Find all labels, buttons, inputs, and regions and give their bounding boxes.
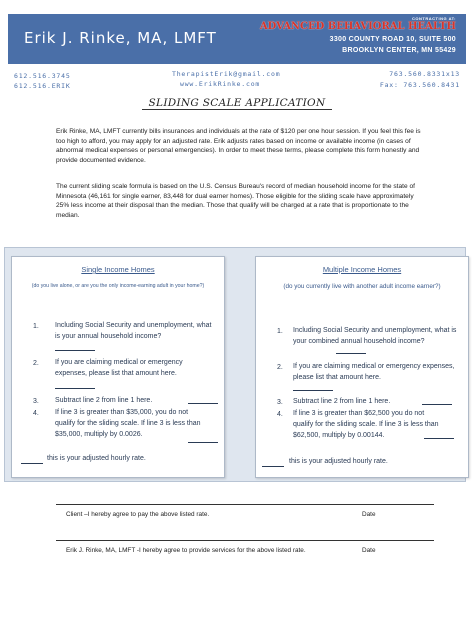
multiple-item-1-number: 1. (277, 328, 283, 335)
phone-2: 612.516.ERIK (14, 82, 71, 90)
single-item-3-number: 3. (33, 398, 39, 405)
intro-paragraph: Erik Rinke, MA, LMFT currently bills insurances and individuals at the rate of $120 per one hour session. If you feel this fee is too high to afford, you may apply for an adjusted rate. Erik adjusts rates based on income or available income (in cases of abnormal medical expenses or personal emergencies). In order to meet these terms, please complete this form honestly and provide documented evidence. (56, 128, 421, 164)
single-item-4-text: If line 3 is greater than $35,000, you do not qualify for the sliding scale. If line 3 is less than $35,000, multiply by 0.0026. (55, 409, 201, 438)
address-line-1: 3300 COUNTY ROAD 10, SUITE 500 (329, 36, 456, 43)
multiple-item-3-blank[interactable] (422, 397, 452, 405)
single-item-3-text: Subtract line 2 from line 1 here. (55, 397, 153, 404)
multiple-item-2-blank[interactable] (293, 383, 333, 391)
formula-paragraph: The current sliding scale formula is based on the U.S. Census Bureau's record of median household income for the state of Minnesota (46,161 for single earner, 83,448 for dual earner homes). Those eligible for the sliding scale have approximately 25% less income at their disposal than the median. Those that qualify will be charged at a rate that is proportionate to the median. (56, 183, 415, 219)
organization-name: ADVANCED BEHAVIORAL HEALTH (259, 21, 456, 32)
multiple-result-label: this is your adjusted hourly rate. (289, 458, 388, 465)
office-phone: 763.560.8331x13 (389, 70, 460, 78)
client-agreement-text: Client –I hereby agree to pay the above listed rate. (66, 511, 210, 518)
multiple-item-2-text: If you are claiming medical or emergency expenses, please list that amount here. (293, 363, 455, 381)
single-item-3-blank[interactable] (188, 396, 218, 404)
multiple-income-subtitle: (do you currently live with another adult income earner?) (283, 283, 441, 290)
single-item-1-text: Including Social Security and unemployment, what is your annual household income? (55, 322, 212, 340)
single-income-subtitle: (do you live alone, or are you the only income-earning adult in your home?) (31, 283, 205, 289)
therapist-signature-line[interactable] (56, 540, 434, 541)
header-banner (8, 14, 466, 64)
therapist-date-label: Date (362, 547, 376, 554)
address-line-2: BROOKLYN CENTER, MN 55429 (342, 47, 456, 54)
website-link[interactable]: www.ErikRinke.com (180, 80, 261, 88)
single-item-1-blank[interactable] (55, 343, 95, 351)
multiple-item-1-blank[interactable] (336, 346, 366, 354)
multiple-item-3-text: Subtract line 2 from line 1 here. (293, 398, 391, 405)
multiple-result-blank[interactable] (262, 459, 284, 467)
single-item-4-blank[interactable] (188, 435, 218, 443)
single-item-4-number: 4. (33, 410, 39, 417)
multiple-item-4-blank[interactable] (424, 431, 454, 439)
multiple-income-panel (255, 256, 469, 478)
single-item-2-blank[interactable] (55, 381, 95, 389)
multiple-item-2-number: 2. (277, 364, 283, 371)
fax-number: Fax: 763.560.8431 (379, 81, 460, 89)
single-income-title: Single Income Homes (81, 265, 155, 274)
contracting-label: CONTRACTING AT: (412, 16, 456, 21)
multiple-item-4-number: 4. (277, 411, 283, 418)
practitioner-name: Erik J. Rinke, MA, LMFT (24, 29, 217, 47)
multiple-income-title: Multiple Income Homes (322, 265, 402, 274)
email-link[interactable]: TherapistErik@gmail.com (172, 70, 281, 78)
title-underline (142, 109, 332, 110)
client-date-label: Date (362, 511, 376, 518)
therapist-agreement-text: Erik J. Rinke, MA, LMFT -I hereby agree to provide services for the above listed rate. (66, 547, 306, 554)
page-title: SLIDING SCALE APPLICATION (148, 97, 326, 109)
single-item-2-number: 2. (33, 360, 39, 367)
client-signature-line[interactable] (56, 504, 434, 505)
multiple-item-1-text: Including Social Security and unemployment, what is your combined annual household income? (293, 327, 457, 345)
multiple-item-4-text: If line 3 is greater than $62,500 you do not qualify for the sliding scale. If line 3 is less than $62,500, multiply by 0.00144. (293, 410, 439, 439)
phone-1: 612.516.3745 (14, 72, 71, 80)
single-income-panel (11, 256, 225, 478)
single-result-blank[interactable] (21, 456, 43, 464)
single-result-label: this is your adjusted hourly rate. (47, 455, 146, 462)
single-item-2-text: If you are claiming medical or emergency expenses, please list that amount here. (55, 359, 183, 377)
single-item-1-number: 1. (33, 323, 39, 330)
multiple-item-3-number: 3. (277, 399, 283, 406)
